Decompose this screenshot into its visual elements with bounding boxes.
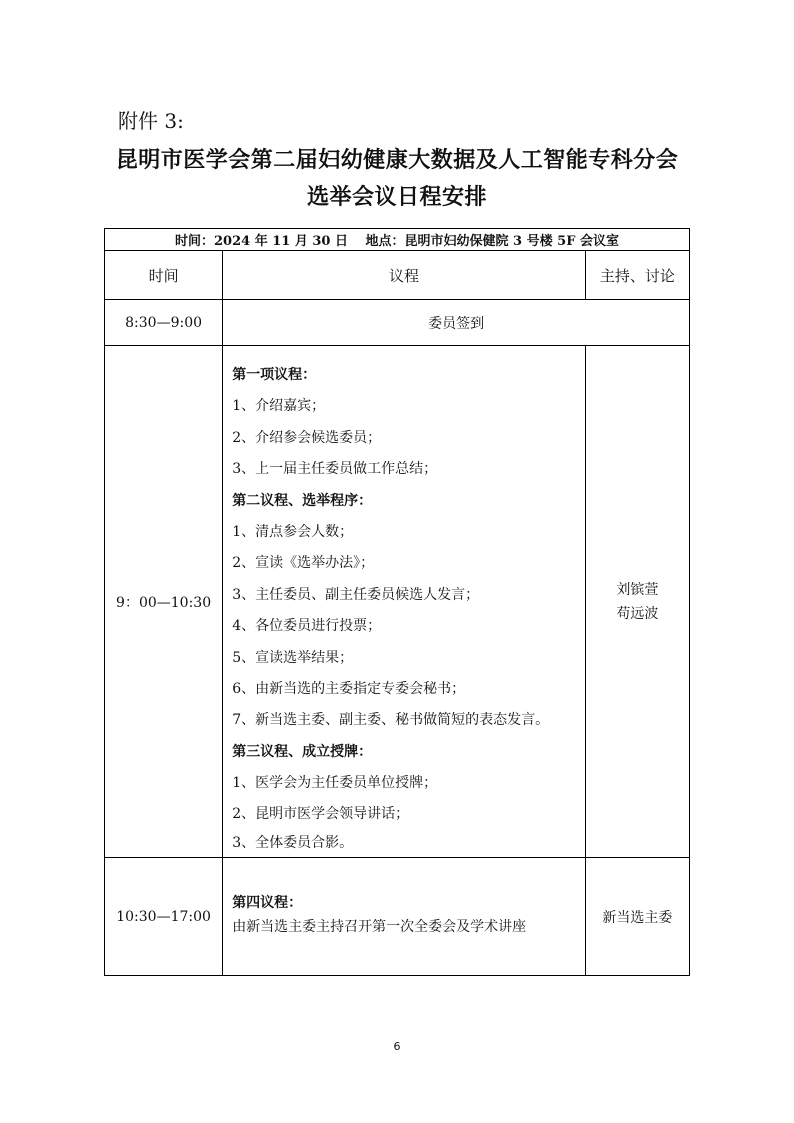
- agenda-item: 3、主任委员、副主任委员候选人发言；: [232, 586, 480, 603]
- agenda-item: 3、全体委员合影。: [232, 834, 354, 851]
- row2-host: [585, 346, 689, 858]
- agenda-item: 6、由新当选的主委指定专委会秘书；: [232, 680, 466, 697]
- agenda-item: 5、宣读选举结果；: [232, 649, 354, 666]
- row2-time: 9：00—10:30: [105, 346, 223, 858]
- agenda-section-heading: 第一项议程：: [232, 367, 317, 383]
- header-host: 主持、讨论: [585, 251, 689, 300]
- agenda-item: 1、介绍嘉宾；: [232, 398, 326, 415]
- header-agenda: 议程: [223, 251, 586, 300]
- table-banner-row: [105, 229, 690, 251]
- agenda-item: 由新当选主委主持召开第一次全委会及学术讲座: [232, 919, 527, 935]
- attachment-label: 附件 3:: [118, 109, 184, 133]
- time-location-banner: 时间：2024 年 11 月 30 日 地点：昆明市妇幼保健院 3 号楼 5F 会议室: [105, 229, 690, 251]
- agenda-section-heading: 第四议程：: [232, 895, 303, 911]
- agenda-item: 3、上一届主任委员做工作总结；: [232, 461, 438, 478]
- schedule-table: [104, 228, 690, 976]
- host-name: 刘镔萱: [616, 581, 659, 598]
- row1-agenda: 委员签到: [223, 300, 690, 346]
- agenda-item: 2、昆明市医学会领导讲话；: [232, 806, 410, 823]
- row3-time: 10:30—17:00: [105, 858, 223, 976]
- agenda-section-heading: 第二议程、选举程序：: [232, 492, 373, 509]
- agenda-item: 2、宣读《选举办法》；: [232, 555, 375, 572]
- agenda-item: 4、各位委员进行投票；: [232, 618, 382, 635]
- row3-host: 新当选主委: [585, 858, 689, 976]
- host-name: 苟远波: [616, 605, 659, 622]
- header-time: 时间: [105, 251, 223, 300]
- agenda-item: 1、医学会为主任委员单位授牌；: [232, 775, 438, 792]
- row1-time: 8:30—9:00: [105, 300, 223, 346]
- document-title-line2: 选举会议日程安排: [306, 184, 487, 210]
- table-row: [105, 858, 690, 976]
- page-number: 6: [393, 1040, 401, 1053]
- row2-agenda: [223, 346, 586, 858]
- table-row: [105, 300, 690, 346]
- table-row: [105, 346, 690, 858]
- agenda-section-heading: 第三议程、成立授牌：: [232, 743, 373, 760]
- agenda-item: 7、新当选主委、副主委、秘书做简短的表态发言。: [232, 712, 550, 729]
- document-title-line1: 昆明市医学会第二届妇幼健康大数据及人工智能专科分会: [115, 147, 679, 173]
- row3-agenda: [223, 858, 586, 976]
- table-header-row: [105, 251, 690, 300]
- agenda-item: 2、介绍参会候选委员；: [232, 429, 382, 446]
- agenda-item: 1、清点参会人数；: [232, 523, 354, 540]
